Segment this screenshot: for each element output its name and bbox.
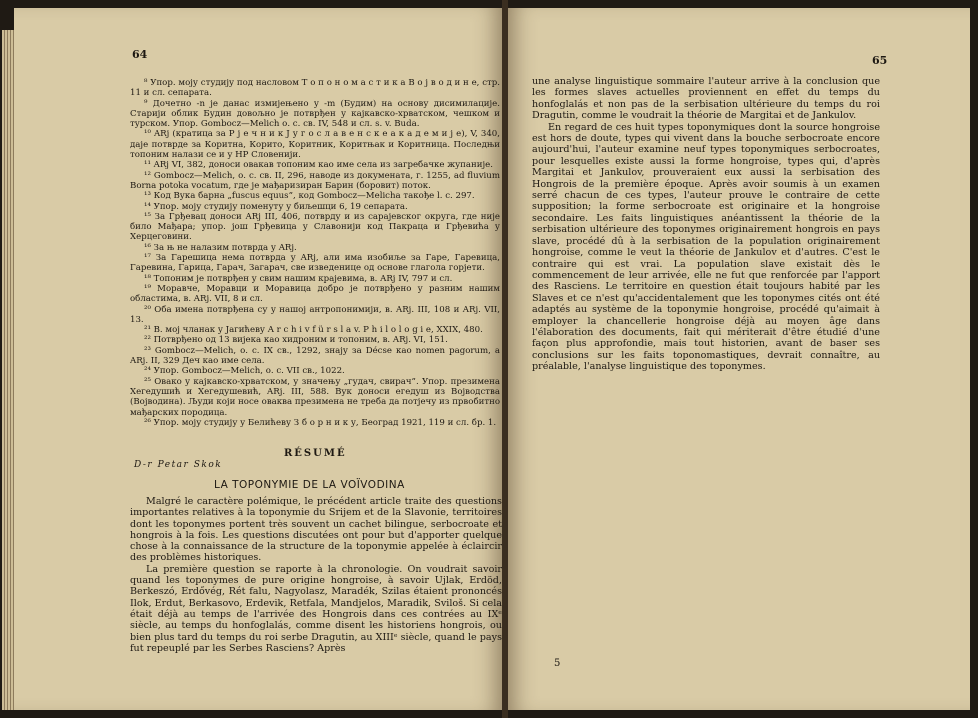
footnote: ²⁰ Оба имена потврђена су у нашој антропонимији, в. ARj. III, 108 и ARj. VII, 13. bbox=[130, 304, 500, 325]
footnote: ⁸ Упор. моју студију под насловом Т о п о н о м а с т и к а В о ј в о д и н е, стр. 11 и сл. сепарата. bbox=[130, 78, 500, 99]
page-number-right: 65 bbox=[872, 54, 888, 67]
signature-mark: 5 bbox=[554, 658, 561, 669]
author-name: D-r Petar Skok bbox=[134, 460, 223, 470]
body-paragraph: Malgré le caractère polémique, le précédent article traite des questions importantes relatives à la toponymie du Srijem et de la Slavonie, territoires dont les toponymes portent très souvent un cachet bilingue, serbocroate et hongrois à la fois. Les questions discutées ont pour but d'apporter quelque chose à la connaissance de la structure de la toponymie appelée à éclaircir des problèmes historiques. bbox=[130, 496, 502, 564]
footnote: ²² Потврђено од 13 вијека као хидроним и топоним, в. ARj. VI, 151. bbox=[144, 335, 448, 346]
footnote: ¹¹ ARj VI, 382, доноси овакав топоним као име села из загребачке жупаније. bbox=[144, 160, 493, 171]
footnote: ¹⁶ За њ не налазим потврда у ARj. bbox=[144, 242, 297, 253]
footnote: ²¹ В. мој чланак у Јагићеву A r c h i v f ü r s l a v. P h i l o l o g i e, XXIX, 480. bbox=[144, 325, 483, 336]
footnote: ¹⁰ ARj (кратица за Р ј е ч н и к Ј у г о с л а в е н с к е а к а д е м и ј е), V, 340, даје потврде за Коритна, Корито, Коритник, Коритњак и Коритница. Последњи топоним налази се и у НР Словенији. bbox=[130, 129, 500, 161]
footnote: ⁹ Дочетно -n је данас измијењено у -m (Будим) на основу дисимилације. Старији облик Будин довољно је потврђен у кајкавско-хрватском, чешком и турском. Упор. Gombocz—Melich о. с. св. IV, 548 и сл. s. v. Buda. bbox=[130, 98, 500, 130]
footnote: ¹² Gombocz—Melich, о. с. св. II, 296, наводе из докумената, г. 1255, ad fluvium Borna potoka vocatum, где је мађаризиран Барин (боровит) поток. bbox=[130, 170, 500, 191]
footnotes bbox=[130, 78, 500, 428]
resume-body-continued bbox=[532, 76, 880, 373]
footnote: ¹⁸ Топоним је потврђен у свим нашим крајевима, в. ARj IV, 797 и сл. bbox=[144, 273, 453, 284]
body-paragraph: une analyse linguistique sommaire l'auteur arrive à la conclusion que les formes slaves actuelles proviennent en effet du temps du honfoglalás et non pas de la serbisation ultérieure du temps du roi Dragutin, comme le voudrait la théorie de Margitai et de Jankulov. bbox=[532, 76, 880, 122]
footnote: ¹⁹ Моравче, Моравци и Моравица добро је потврђено у разним нашим областима, в. ARj. VII, 8 и сл. bbox=[130, 283, 500, 305]
right-page bbox=[508, 8, 970, 710]
article-title: LA TOPONYMIE DE LA VOÏVODINA bbox=[214, 479, 405, 491]
footnote: ¹⁵ За Грђевац доноси ARj III, 406, потврду и из сарајевског округа, где није било Мађара; упор. још Грђевица у Славонији код Пакраца и Грђевића у Херцеговини. bbox=[130, 211, 500, 243]
body-paragraph: En regard de ces huit types toponymiques dont la source hongroise est hors de doute, types qui vivent dans la bouche serbocroate encore aujourd'hui, l'auteur examine neuf types toponymiques serbocroates, pour lesquelles existe aussi la forme hongroise, types qui, d'après Margitai et Jankulov, prouveraient eux aussi la serbisation des Hongrois de la première époque. Après avoir soumis à un examen serré chacun de ces types, l'auteur prouve le contraire de cette supposition; la forme serbocroate est originaire et la hongroise secondaire. Les faits linguistiques anéantissent la théorie de la serbisation ultérieure des toponymes originairement hongrois en pays slave, procédé dû à la serbisation de la population originairement hongroise, comme le veut la théorie de Jankulov et d'autres. C'est le contraire qui est vrai. La population slave existait dès le commencement de leur arrivée, elle ne fut que renforcée par l'apport des Rasciens. Le territoire en question était toujours habité par les Slaves et ce n'est qu'accidentalement que les toponymes cités ont été adaptés au système de la toponymie hongroise, procédé qu'aimait à employer la chancellerie hongroise déjà au moyen âge dans l'élaboration des documents, fait qui mériterait d'être étudié d'une façon plus approfondie, mais tout historien, avant de baser ses conclusions sur les faits toponomastiques, devrait connaître, au préalable, l'analyse linguistique des toponymes. bbox=[532, 121, 880, 373]
footnote: ¹⁷ За Гарешица нема потврда у ARj, али има изобиље за Гаре, Гаревица, Гаревина, Гарица, Гарач, Загарач, све изведенице од основе глагола горјети. bbox=[130, 253, 500, 274]
body-paragraph: La première question se raporte à la chronologie. On voudrait savoir quand les toponymes de pure origine hongroise, à savoir Ujlak, Erdöd, Berkeszó, Erdővég, Rét falu, Nagyolasz, Maradék, Szilas étaient prononcés Ilok, Erdut, Berkasovo, Erdevik, Retfala, Mandjelos, Maradik, Sviloš. Si cela était déjà au temps de l'arrivée des Hongrois dans ces contrées au IXᵉ siècle, au temps du honfoglalás, comme disent les historiens hongrois, ou bien plus tard du temps du roi serbe Dragutin, au XIIIᵉ siècle, quand le pays fut repeuplé par les Serbes Rasciens? Après bbox=[130, 563, 502, 654]
footnote: ²³ Gombocz—Melich, о. с. IX св., 1292, знају за Décse као nomen pagorum, а ARj. II, 329 Деч као име села. bbox=[130, 345, 500, 367]
resume-heading: RÉSUMÉ bbox=[284, 448, 347, 459]
footnote: ²⁶ Упор. моју студију у Белићеву З б о р н и к у, Београд 1921, 119 и сл. бр. 1. bbox=[144, 417, 497, 428]
page-number-left: 64 bbox=[132, 48, 148, 61]
resume-body bbox=[130, 496, 502, 654]
footnote: ²⁴ Упор. Gombocz—Melich, о. с. VII св., 1022. bbox=[144, 366, 345, 377]
left-page bbox=[14, 8, 502, 710]
footnote: ¹⁴ Упор. моју студију поменуту у биљешци 6, 19 сепарата. bbox=[144, 201, 408, 212]
footnote: ²⁵ Овако у кајкавско-хрватском, у значењу „гудач, свирач”. Упор. презимена Хегедушић и Хегедушевић, ARj. III, 588. Вук доноси егедуш из Војводства (Војводина). Људи који носе оваква презимена не треба да потјечу из првобитно мађарских породица. bbox=[130, 376, 500, 418]
footnote: ¹³ Код Вука барна „fuscus equus”, код Gombocz—Melicha такође l. c. 297. bbox=[144, 191, 475, 202]
